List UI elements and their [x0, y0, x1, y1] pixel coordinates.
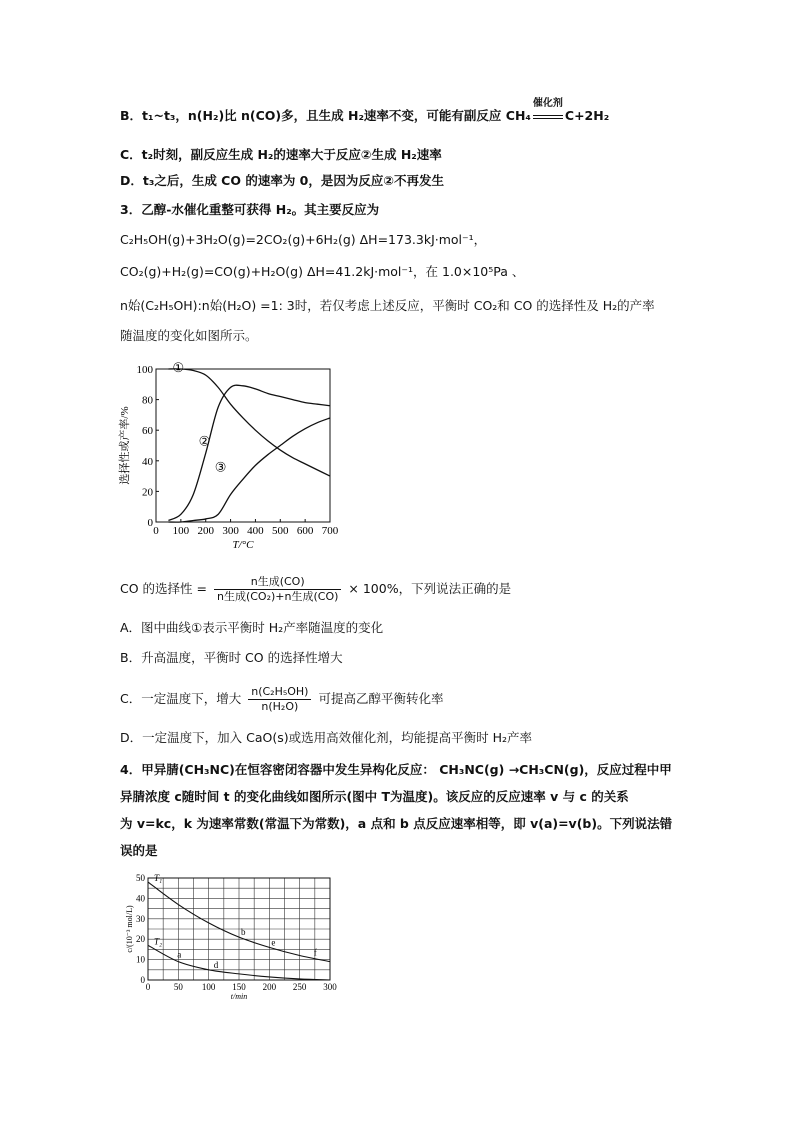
point-label-f: f: [313, 947, 317, 958]
q4-line-3: 为 v=kc，k 为速率常数(常温下为常数)，a 点和 b 点反应速率相等，即 v(a)=v(b)。下列说法错: [120, 816, 673, 831]
plot-frame: [156, 369, 330, 522]
series-line-2: [168, 385, 330, 520]
q4-line-1: 4．甲异腈(CH₃NC)在恒容密闭容器中发生异构化反应： CH₃NC(g) →CH₃CN(g)，反应过程中甲: [120, 762, 672, 777]
q4-line-2: 异腈浓度 c随时间 t 的变化曲线如图所示(图中 T为温度)。该反应的反应速率 v 与 c 的关系: [120, 789, 629, 804]
series-label: T₂: [154, 936, 163, 947]
catalyst-arrow: [532, 98, 563, 124]
q2-option-d: D．t₃之后，生成 CO 的速率为 0，是因为反应②不再发生: [120, 173, 444, 188]
y-tick-label: 0: [140, 975, 145, 985]
q3-condition: n始(C₂H₅OH):n始(H₂O) =1: 3时，若仅考虑上述反应，平衡时 CO₂和 CO 的选择性及 H₂的产率: [120, 298, 655, 313]
selectivity-denominator: n生成(CO₂)+n生成(CO): [216, 590, 339, 603]
q2-option-b-product: C+2H₂: [564, 108, 610, 123]
x-tick-label: 0: [153, 525, 159, 537]
q3-reaction-1: C₂H₅OH(g)+3H₂O(g)=2CO₂(g)+6H₂(g) ΔH=173.3kJ·mol⁻¹，: [120, 232, 487, 247]
q2-option-c: C．t₂时刻，副反应生成 H₂的速率大于反应②生成 H₂速率: [120, 147, 442, 162]
y-tick-label: 80: [142, 394, 153, 407]
q3-reaction-2: CO₂(g)+H₂(g)=CO(g)+H₂O(g) ΔH=41.2kJ·mol⁻¹，在 1.0×10⁵Pa 、: [120, 264, 525, 279]
q2-option-b: [120, 98, 610, 124]
co-selectivity-definition: [120, 575, 511, 604]
series-label-3: ③: [214, 459, 227, 475]
q3-option-c: [120, 685, 443, 714]
y-tick-label: 20: [136, 934, 145, 945]
x-tick-label: 0: [145, 982, 151, 992]
q3-option-c-pre: C．一定温度下，增大: [120, 691, 242, 706]
ratio-denominator: n(H₂O): [261, 700, 299, 713]
x-tick-label: 300: [323, 982, 337, 992]
y-tick-label: 50: [136, 873, 145, 883]
x-tick-label: 50: [173, 982, 183, 992]
catalyst-label: 催化剂: [532, 98, 563, 109]
y-tick-label: 100: [136, 364, 153, 376]
selectivity-prefix: CO 的选择性 =: [120, 581, 207, 596]
selectivity-suffix: × 100%，下列说法正确的是: [348, 581, 512, 596]
selectivity-fraction: [214, 575, 341, 604]
x-tick-label: 200: [262, 982, 277, 992]
selectivity-chart: [118, 355, 348, 555]
q3-condition-2: 随温度的变化如图所示。: [120, 328, 258, 343]
y-axis-label: c/(10⁻³ mol/L): [125, 905, 134, 953]
y-tick-label: 20: [142, 486, 153, 499]
x-axis-label: T/°C: [232, 539, 254, 551]
y-axis-label: 选择性或产率/%: [119, 406, 131, 485]
q3-stem: 3．乙醇-水催化重整可获得 H₂。其主要反应为: [120, 202, 380, 217]
series-label-2: ②: [198, 433, 211, 449]
series-line-3: [168, 418, 330, 522]
point-label-e: e: [271, 937, 276, 948]
x-tick-label: 700: [321, 525, 339, 537]
x-tick-label: 300: [222, 525, 239, 537]
x-tick-label: 400: [247, 525, 264, 537]
y-tick-label: 30: [136, 913, 145, 924]
q4-line-4: 误的是: [120, 843, 158, 858]
ethanol-water-ratio: [248, 685, 311, 714]
x-tick-label: 600: [296, 525, 314, 537]
q2-option-b-text: B．t₁~t₃，n(H₂)比 n(CO)多，且生成 H₂速率不变，可能有副反应 CH₄: [120, 108, 531, 123]
selectivity-numerator: n生成(CO): [214, 575, 341, 590]
q3-option-b: B．升高温度，平衡时 CO 的选择性增大: [120, 650, 343, 665]
x-tick-label: 100: [172, 525, 190, 537]
series-label-1: ①: [172, 360, 185, 376]
x-tick-label: 500: [272, 525, 289, 537]
x-tick-label: 100: [201, 982, 216, 992]
point-label-d: d: [213, 959, 219, 970]
y-tick-label: 0: [147, 517, 153, 529]
concentration-chart: [125, 870, 348, 1001]
q3-option-a: A．图中曲线①表示平衡时 H₂产率随温度的变化: [120, 620, 384, 635]
y-tick-label: 60: [142, 425, 153, 438]
q3-option-c-post: 可提高乙醇平衡转化率: [318, 691, 444, 706]
x-axis-label: t/min: [230, 992, 248, 1001]
point-label-b: b: [241, 927, 246, 938]
series-label: T₁: [154, 873, 163, 884]
x-tick-label: 250: [292, 982, 307, 992]
point-label-a: a: [177, 949, 182, 960]
x-tick-label: 150: [232, 982, 246, 992]
q3-option-d: D．一定温度下，加入 CaO(s)或选用高效催化剂，均能提高平衡时 H₂产率: [120, 730, 532, 745]
y-tick-label: 40: [142, 455, 153, 468]
ratio-numerator: n(C₂H₅OH): [248, 685, 311, 700]
y-tick-label: 10: [136, 954, 145, 965]
x-tick-label: 200: [197, 525, 214, 537]
series-line-1: [168, 369, 330, 476]
y-tick-label: 40: [136, 893, 145, 904]
